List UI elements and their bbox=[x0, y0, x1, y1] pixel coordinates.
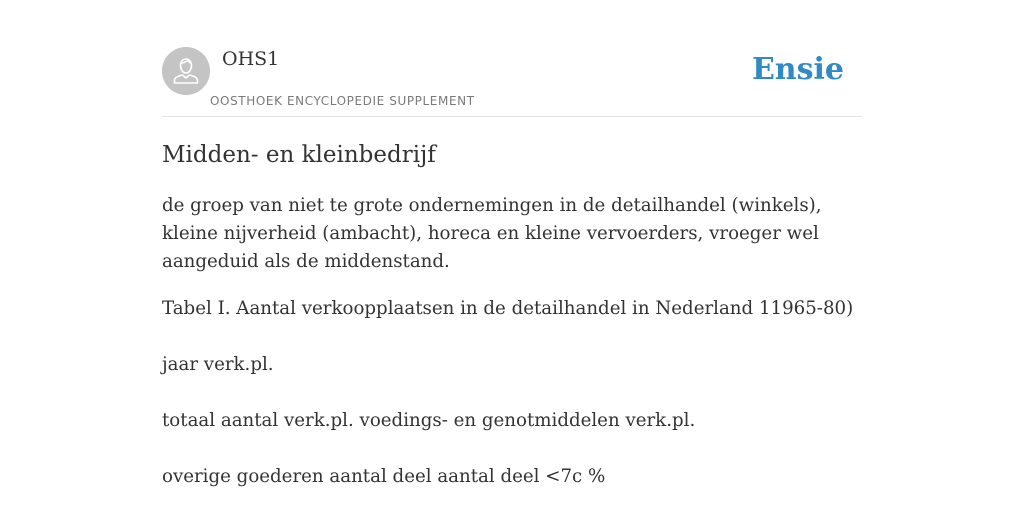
line-gap bbox=[162, 435, 862, 463]
brand-logo[interactable]: Ensie bbox=[751, 52, 844, 87]
article-body bbox=[162, 192, 862, 491]
table-line: jaar verk.pl. bbox=[162, 354, 274, 375]
table-line: overige goederen aantal deel aantal deel <7c % bbox=[162, 466, 606, 487]
author-name[interactable]: OHS1 bbox=[222, 48, 280, 70]
table-line: totaal aantal verk.pl. voedings- en genotmiddelen verk.pl. bbox=[162, 410, 696, 431]
article-intro: de groep van niet te grote ondernemingen in de detailhandel (winkels), kleine nijverheid (ambacht), horeca en kleine vervoerders, vroeger wel aangeduid als de middenstand. bbox=[162, 195, 822, 272]
article-title: Midden- en kleinbedrijf bbox=[162, 142, 436, 168]
page-header bbox=[162, 47, 862, 117]
user-avatar-icon[interactable] bbox=[162, 47, 210, 95]
table-caption: Tabel I. Aantal verkoopplaatsen in de detailhandel in Nederland 11965-80) bbox=[162, 298, 854, 319]
line-gap bbox=[162, 323, 862, 351]
line-gap bbox=[162, 379, 862, 407]
source-name[interactable]: OOSTHOEK ENCYCLOPEDIE SUPPLEMENT bbox=[210, 94, 475, 108]
